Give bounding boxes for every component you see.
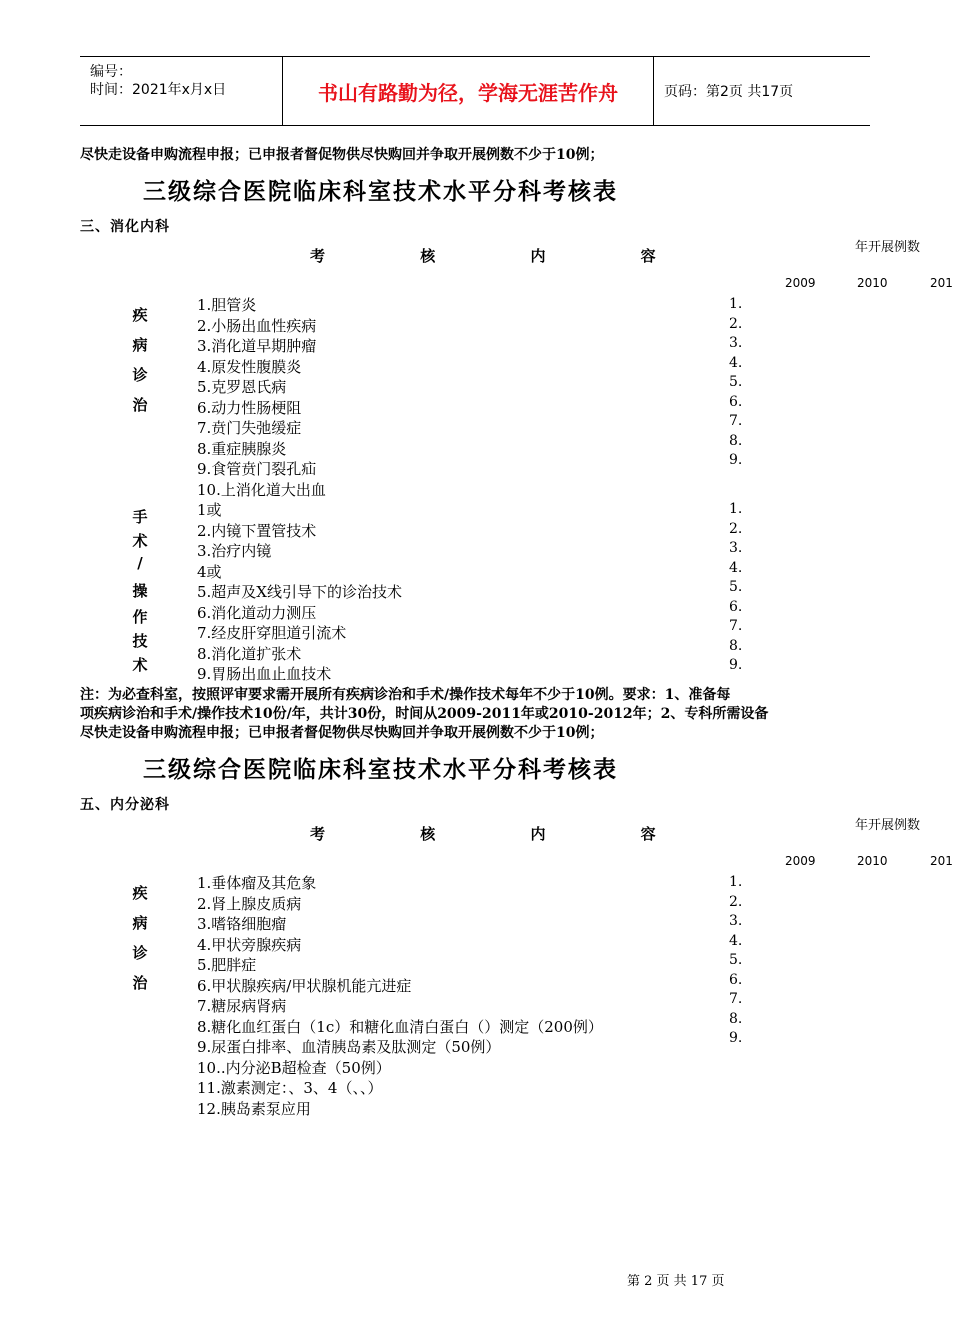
label-char: 手 bbox=[132, 508, 148, 526]
count-number: 3. bbox=[729, 913, 743, 929]
section1-group1-label bbox=[129, 304, 151, 424]
count-number: 9. bbox=[729, 452, 743, 468]
note-line: 项疾病诊治和手术/操作技术10份/年，共计30份，时间从2009-2011年或2010-2012年；2、专科所需设备 bbox=[80, 706, 769, 722]
list-item: 1.垂体瘤及其危象 bbox=[197, 874, 317, 892]
count-number: 8. bbox=[729, 1010, 743, 1027]
section1-annual-label: 年开展例数 bbox=[855, 240, 921, 255]
list-item: 2.肾上腺皮质病 bbox=[197, 894, 302, 913]
list-item: 2.内镜下置管技术 bbox=[197, 521, 317, 540]
number-label: 编号： bbox=[90, 64, 132, 80]
label-char: 病 bbox=[132, 914, 148, 932]
section2-year-3: 201 bbox=[930, 854, 953, 868]
list-item: 3.嗜铬细胞瘤 bbox=[197, 915, 287, 933]
count-number: 2. bbox=[729, 315, 743, 332]
top-note: 尽快走设备申购流程申报；已申报者督促物供尽快购回并争取开展例数不少于10例； bbox=[80, 147, 604, 163]
label-char: 病 bbox=[132, 336, 148, 354]
label-char: 疾 bbox=[132, 884, 148, 902]
section2-group1-label bbox=[129, 882, 151, 1002]
list-item: 7.贲门失弛缓症 bbox=[197, 419, 302, 437]
list-item: 1.胆管炎 bbox=[197, 296, 257, 314]
count-number: 9. bbox=[729, 657, 743, 673]
label-char: 技 bbox=[132, 632, 148, 650]
count-number: 6. bbox=[729, 393, 743, 410]
count-number: 5. bbox=[729, 374, 743, 390]
list-item: 10..内分泌B超检查（50例） bbox=[197, 1058, 391, 1077]
count-number: 1. bbox=[729, 501, 743, 517]
section1-note bbox=[80, 686, 880, 743]
list-item: 9.食管贲门裂孔疝 bbox=[197, 460, 317, 478]
section1-year-3: 201 bbox=[930, 276, 953, 290]
count-number: 5. bbox=[729, 579, 743, 595]
list-item: 5.肥胖症 bbox=[197, 956, 257, 974]
page-info: 页码：第2页 共17页 bbox=[664, 84, 794, 100]
label-char: 治 bbox=[132, 396, 148, 414]
section1-group2-label bbox=[129, 506, 151, 678]
count-number: 3. bbox=[729, 335, 743, 351]
section1-content-label: 考 核 内 容 bbox=[310, 247, 686, 265]
count-number: 4. bbox=[729, 932, 743, 949]
list-item: 5.超声及X线引导下的诊治技术 bbox=[197, 583, 402, 601]
list-item: 6.动力性肠梗阻 bbox=[197, 398, 302, 417]
list-item: 6.甲状腺疾病/甲状腺机能亢进症 bbox=[197, 976, 412, 995]
label-char: 作 bbox=[132, 608, 148, 626]
section1-group1-nums bbox=[729, 295, 742, 471]
list-item: 4.原发性腹膜炎 bbox=[197, 357, 302, 376]
count-number: 6. bbox=[729, 598, 743, 615]
count-number: 5. bbox=[729, 952, 743, 968]
section2-year-2: 2010 bbox=[857, 854, 888, 868]
header-meta-cell bbox=[80, 57, 283, 125]
time-label: 时间：2021年x月x日 bbox=[90, 82, 227, 98]
count-number: 8. bbox=[729, 432, 743, 449]
section1-year-2: 2010 bbox=[857, 276, 888, 290]
list-item: 6.消化道动力测压 bbox=[197, 603, 317, 622]
list-item: 5.克罗恩氏病 bbox=[197, 378, 287, 396]
section2-content-label: 考 核 内 容 bbox=[310, 825, 686, 843]
count-number: 4. bbox=[729, 354, 743, 371]
section2-group1-list bbox=[197, 873, 603, 1119]
list-item: 3.治疗内镜 bbox=[197, 542, 272, 560]
section1-group1-list bbox=[197, 295, 326, 500]
section2-subtitle: 五、内分泌科 bbox=[80, 797, 170, 813]
section1-subtitle: 三、消化内科 bbox=[80, 219, 170, 235]
section2-title: 三级综合医院临床科室技术水平分科考核表 bbox=[143, 757, 618, 783]
list-item: 10.上消化道大出血 bbox=[197, 480, 326, 499]
label-char: 疾 bbox=[132, 306, 148, 324]
list-item: 7.经皮肝穿胆道引流术 bbox=[197, 624, 347, 642]
count-number: 4. bbox=[729, 559, 743, 576]
label-char: 治 bbox=[132, 974, 148, 992]
note-line: 尽快走设备申购流程申报；已申报者督促物供尽快购回并争取开展例数不少于10例； bbox=[80, 725, 604, 741]
label-char: 诊 bbox=[132, 944, 148, 962]
count-number: 2. bbox=[729, 893, 743, 910]
count-number: 3. bbox=[729, 540, 743, 556]
header-table bbox=[80, 56, 870, 126]
count-number: 9. bbox=[729, 1030, 743, 1046]
count-number: 7. bbox=[729, 413, 743, 429]
count-number: 6. bbox=[729, 971, 743, 988]
section2-year-1: 2009 bbox=[785, 854, 816, 868]
count-number: 8. bbox=[729, 637, 743, 654]
label-char: / bbox=[137, 554, 143, 572]
section1-year-1: 2009 bbox=[785, 276, 816, 290]
list-item: 9.尿蛋白排率、血清胰岛素及肽测定（50例） bbox=[197, 1038, 501, 1056]
label-char: 诊 bbox=[132, 366, 148, 384]
list-item: 8.重症胰腺炎 bbox=[197, 439, 287, 458]
list-item: 9.胃肠出血止血技术 bbox=[197, 665, 332, 683]
label-char: 操 bbox=[132, 582, 148, 600]
count-number: 7. bbox=[729, 991, 743, 1007]
list-item: 2.小肠出血性疾病 bbox=[197, 316, 317, 335]
list-item: 8.消化道扩张术 bbox=[197, 644, 302, 663]
list-item: 8.糖化血红蛋白（1c）和糖化血清白蛋白（）测定（200例） bbox=[197, 1017, 603, 1036]
section2-annual-label: 年开展例数 bbox=[855, 818, 921, 833]
section1-title: 三级综合医院临床科室技术水平分科考核表 bbox=[143, 179, 618, 205]
list-item: 4.甲状旁腺疾病 bbox=[197, 935, 302, 954]
label-char: 术 bbox=[132, 656, 148, 674]
list-item: 1或 bbox=[197, 501, 222, 519]
section1-group2-list bbox=[197, 500, 402, 685]
note-line: 注：为必查科室，按照评审要求需开展所有疾病诊治和手术/操作技术每年不少于10例。要求：1、准备每 bbox=[80, 687, 731, 703]
list-item: 11.激素测定：、3、4（、、） bbox=[197, 1079, 383, 1097]
list-item: 7.糖尿病肾病 bbox=[197, 997, 287, 1015]
motto: 书山有路勤为径，学海无涯苦作舟 bbox=[283, 57, 654, 125]
page-footer: 第 2 页 共 17 页 bbox=[627, 1274, 725, 1289]
count-number: 7. bbox=[729, 618, 743, 634]
label-char: 术 bbox=[132, 532, 148, 550]
section2-group1-nums bbox=[729, 873, 742, 1049]
count-number: 1. bbox=[729, 296, 743, 312]
section1-group2-nums bbox=[729, 500, 742, 676]
count-number: 1. bbox=[729, 874, 743, 890]
list-item: 12.胰岛素泵应用 bbox=[197, 1099, 311, 1118]
count-number: 2. bbox=[729, 520, 743, 537]
list-item: 4或 bbox=[197, 562, 222, 581]
list-item: 3.消化道早期肿瘤 bbox=[197, 337, 317, 355]
